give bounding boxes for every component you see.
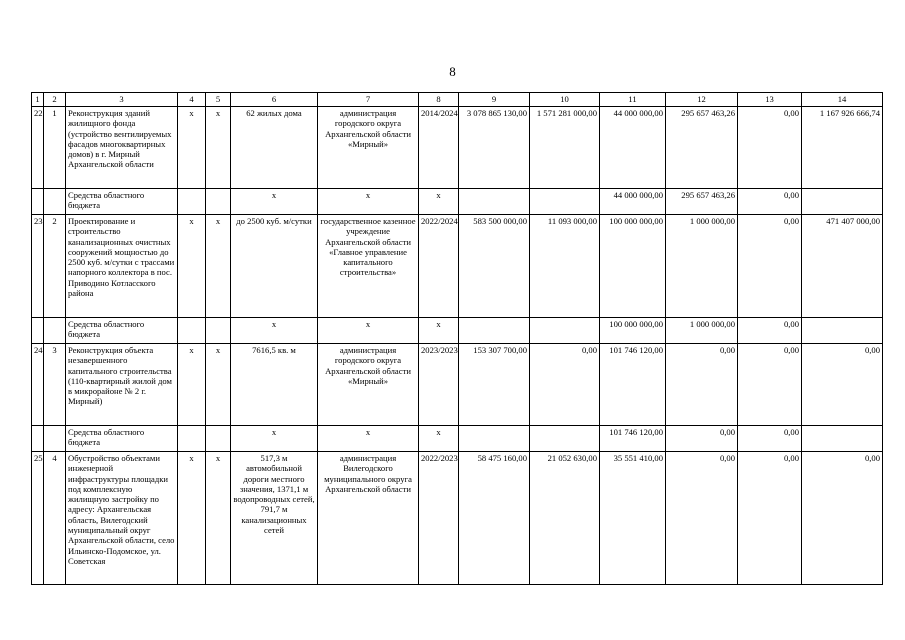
header-cell: 10 (530, 93, 600, 107)
table-cell: 2023/2023 (419, 344, 459, 426)
table-cell: администрация городского округа Архангельской области «Мирный» (318, 107, 419, 189)
table-cell: х (318, 426, 419, 452)
table-cell: 583 500 000,00 (459, 215, 530, 318)
table-cell: х (206, 344, 231, 426)
table-cell (206, 189, 231, 215)
table-cell (44, 318, 66, 344)
table-cell: 0,00 (738, 318, 802, 344)
header-cell: 9 (459, 93, 530, 107)
table-cell: 11 093 000,00 (530, 215, 600, 318)
table-cell: х (231, 426, 318, 452)
header-cell: 12 (666, 93, 738, 107)
table-cell: 1 167 926 666,74 (802, 107, 883, 189)
header-row (32, 93, 883, 107)
table-row (32, 344, 883, 426)
table-cell: 2 (44, 215, 66, 318)
table-cell: 25 (32, 452, 44, 585)
table-cell: 44 000 000,00 (600, 107, 666, 189)
header-cell: 14 (802, 93, 883, 107)
table-cell: х (178, 344, 206, 426)
table-cell: Средства областного бюджета (66, 189, 178, 215)
table-cell: Средства областного бюджета (66, 318, 178, 344)
table-cell: 0,00 (802, 452, 883, 585)
header-cell: 1 (32, 93, 44, 107)
table-row (32, 452, 883, 585)
table-cell: 295 657 463,26 (666, 189, 738, 215)
table-cell: х (178, 452, 206, 585)
table-cell: 295 657 463,26 (666, 107, 738, 189)
table-cell: до 2500 куб. м/сутки (231, 215, 318, 318)
table-cell: 58 475 160,00 (459, 452, 530, 585)
table-cell: 44 000 000,00 (600, 189, 666, 215)
header-cell: 13 (738, 93, 802, 107)
table-cell: 3 (44, 344, 66, 426)
financing-table (31, 92, 883, 585)
table-cell (459, 189, 530, 215)
table-cell: 0,00 (530, 344, 600, 426)
table-cell: х (206, 452, 231, 585)
table-cell: 2022/2023 (419, 452, 459, 585)
header-cell: 2 (44, 93, 66, 107)
table-cell: администрация Вилегодского муниципального округа Архангельской области (318, 452, 419, 585)
table-cell: администрация городского округа Архангельской области «Мирный» (318, 344, 419, 426)
header-cell: 7 (318, 93, 419, 107)
table-cell: 7616,5 кв. м (231, 344, 318, 426)
table-cell: 0,00 (738, 189, 802, 215)
table-row (32, 107, 883, 189)
table-cell (32, 426, 44, 452)
table-cell: 517,3 м автомобильной дороги местного значения, 1371,1 м водопроводных сетей, 791,7 м канализационных сетей (231, 452, 318, 585)
header-cell: 3 (66, 93, 178, 107)
table-cell: 21 052 630,00 (530, 452, 600, 585)
table-cell: 35 551 410,00 (600, 452, 666, 585)
table-cell: 0,00 (666, 452, 738, 585)
table-cell: 1 000 000,00 (666, 318, 738, 344)
table-row (32, 318, 883, 344)
table-cell (178, 426, 206, 452)
table-row (32, 189, 883, 215)
table-cell: 471 407 000,00 (802, 215, 883, 318)
table-cell (530, 189, 600, 215)
table-cell (530, 318, 600, 344)
table-cell: Реконструкция объекта незавершенного капитального строительства (110-квартирный жилой дом в микрорайоне № 2 г. Мирный) (66, 344, 178, 426)
table-cell: х (419, 426, 459, 452)
table-cell (32, 318, 44, 344)
table-cell: государственное казенное учреждение Архангельской области «Главное управление капитального строительства» (318, 215, 419, 318)
table-cell (802, 318, 883, 344)
table-cell (206, 426, 231, 452)
table-cell: 0,00 (738, 344, 802, 426)
table-cell: х (206, 215, 231, 318)
table-cell: х (178, 215, 206, 318)
table-cell: Средства областного бюджета (66, 426, 178, 452)
table-cell: 1 (44, 107, 66, 189)
table-cell: х (231, 189, 318, 215)
table-cell: 0,00 (738, 452, 802, 585)
header-cell: 11 (600, 93, 666, 107)
table-cell: х (178, 107, 206, 189)
table-cell: 23 (32, 215, 44, 318)
table-cell (802, 426, 883, 452)
table-cell: 101 746 120,00 (600, 344, 666, 426)
table-cell (32, 189, 44, 215)
header-cell: 6 (231, 93, 318, 107)
table-cell: 0,00 (666, 426, 738, 452)
table-cell: 0,00 (666, 344, 738, 426)
table-cell: 22 (32, 107, 44, 189)
table-cell (178, 189, 206, 215)
table-cell: 24 (32, 344, 44, 426)
table-cell: 101 746 120,00 (600, 426, 666, 452)
table-cell: 2022/2024 (419, 215, 459, 318)
table-cell (44, 426, 66, 452)
page-number: 8 (449, 64, 456, 79)
table-cell (802, 189, 883, 215)
table-row (32, 215, 883, 318)
table-cell: 1 571 281 000,00 (530, 107, 600, 189)
header-cell: 4 (178, 93, 206, 107)
table-cell: 100 000 000,00 (600, 318, 666, 344)
table-cell: 62 жилых дома (231, 107, 318, 189)
table-cell: х (231, 318, 318, 344)
table-cell (459, 318, 530, 344)
table-cell: Обустройство объектами инженерной инфраструктуры площадки под комплексную жилищную застройку по адресу: Архангельская область, Вилегодский муниципальный округ Архангельской области, село Ильинско-Подомское, ул. Советская (66, 452, 178, 585)
table-cell (44, 189, 66, 215)
header-cell: 8 (419, 93, 459, 107)
table-cell: 0,00 (738, 215, 802, 318)
table-cell: Реконструкция зданий жилищного фонда (устройство вентилируемых фасадов многоквартирных домов) в г. Мирный Архангельской области (66, 107, 178, 189)
table-cell: х (318, 189, 419, 215)
table-cell: х (419, 318, 459, 344)
table-cell: х (318, 318, 419, 344)
table-cell: 0,00 (802, 344, 883, 426)
table-cell: 100 000 000,00 (600, 215, 666, 318)
table-cell (530, 426, 600, 452)
table-cell: 0,00 (738, 107, 802, 189)
table-cell (459, 426, 530, 452)
table-row (32, 426, 883, 452)
table-cell: Проектирование и строительство канализационных очистных сооружений мощностью до 2500 куб. м/сутки с трассами напорного коллектора в пос. Приводино Котласского района (66, 215, 178, 318)
table-cell: х (206, 107, 231, 189)
table-cell: 153 307 700,00 (459, 344, 530, 426)
table-cell: 4 (44, 452, 66, 585)
header-cell: 5 (206, 93, 231, 107)
table-cell: 1 000 000,00 (666, 215, 738, 318)
table-cell: 3 078 865 130,00 (459, 107, 530, 189)
table-cell: 0,00 (738, 426, 802, 452)
table-cell: х (419, 189, 459, 215)
table-cell: 2014/2024 (419, 107, 459, 189)
table-cell (206, 318, 231, 344)
table-cell (178, 318, 206, 344)
